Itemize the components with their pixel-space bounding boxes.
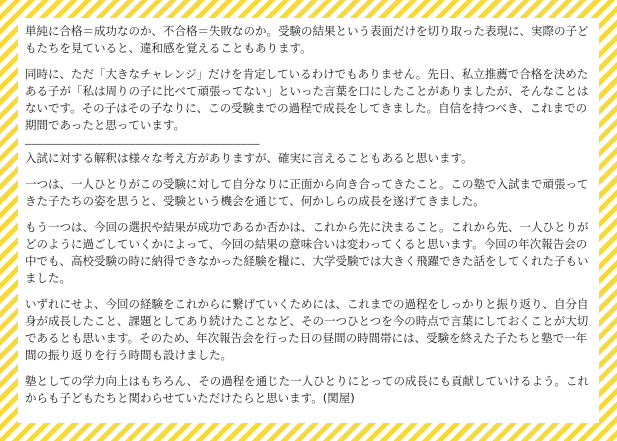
paragraph-second-point: もう一つは、今回の選択や結果が成功であるか否かは、これから先に決まること。これから先、一人ひとりがどのように過ごしていくかによって、今回の結果の意味合いは変わってくると思います。今回の年次報告会の中でも、高校受験の時に納得できなかった経験を糧に、大学受験では大きく飛躍できた話をしてくれた子もいました。	[25, 220, 589, 285]
article-body	[18, 18, 599, 423]
paragraph-challenge: 同時に、ただ「大きなチャレンジ」だけを肯定しているわけでもありません。先日、私立推薦で合格を決めたある子が「私は周りの子に比べて頑張ってない」といった言葉を口にしたことがありましたが、そんなことはないです。その子はその子なりに、この受験までの過程で成長をしてきました。自信を持つべき、これまでの期間であったと思っています。	[25, 67, 589, 132]
paragraph-first-point: 一つは、一人ひとりがこの受験に対して自分なりに正面から向き合ってきたこと。この塾で入試まで頑張ってきた子たちの姿を思うと、受験という機会を通じて、何かしらの成長を遂げてきました。	[25, 177, 589, 208]
paragraph-interpretation: 入試に対する解釈は様々な考え方がありますが、確実に言えることもあると思います。	[25, 151, 473, 165]
paragraph-reflection: いずれにせよ、今回の経験をこれからに繋げていくためには、これまでの過程をしっかりと振り返り、自分自身が成長したこと、課題としてあり続けたことなど、その一つひとつを今の時点で言葉にしておくことが大切であるとも思います。そのため、年次報告会を行った日の昼間の時間帯には、受験を終えた子たちと塾で一年間の振り返りを行う時間も設けました。	[25, 297, 589, 362]
paragraph-closing: 塾としての学力向上はもちろん、その過程を通じた一人ひとりにとっての成長にも貢献していけるよう。これからも子どもたちと関わらせていただけたらと思います。(関屋)	[25, 374, 589, 405]
section-divider: ————————————————————————————————————	[25, 138, 260, 150]
paragraph-pass-fail: 単純に合格＝成功なのか、不合格＝失敗なのか。受験の結果という表面だけを切り取った表現に、実際の子どもたちを見ていると、違和感を覚えることもあります。	[25, 24, 589, 55]
